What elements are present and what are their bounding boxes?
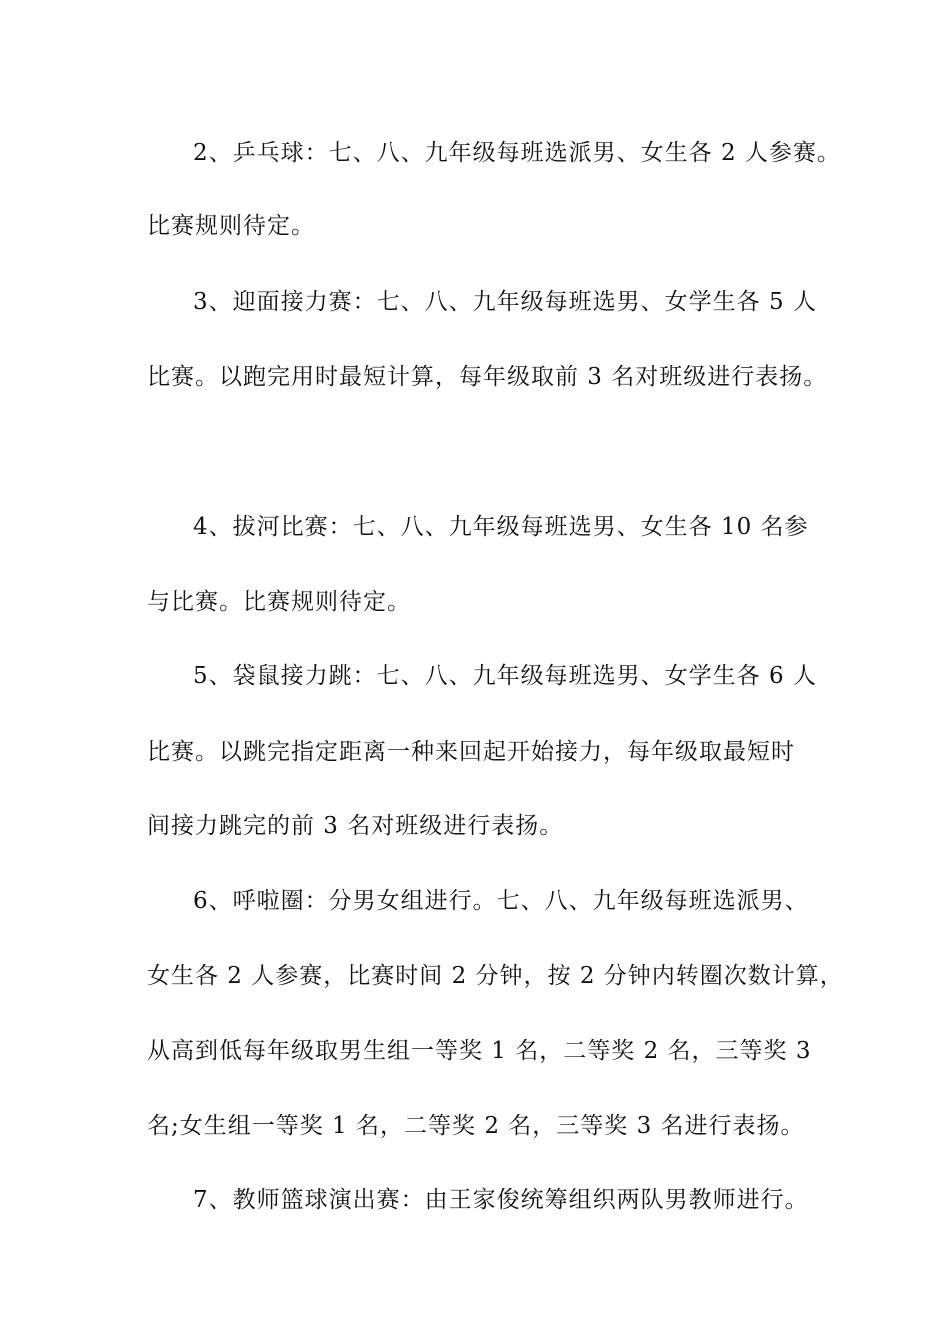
- paragraph-5-line-3: 间接力跳完的前 3 名对班级进行表扬。: [147, 813, 564, 839]
- paragraph-3-line-2: 比赛。以跑完用时最短计算，每年级取前 3 名对班级进行表扬。: [147, 364, 828, 390]
- paragraph-4-line-1: 4、拔河比赛：七、八、九年级每班选男、女生各 10 名参: [193, 514, 809, 540]
- paragraph-2-line-2: 比赛规则待定。: [147, 213, 315, 239]
- paragraph-5-line-2: 比赛。以跳完指定距离一种来回起开始接力，每年级取最短时: [147, 739, 795, 765]
- paragraph-6-line-1: 6、呼啦圈：分男女组进行。七、八、九年级每班选派男、: [193, 888, 809, 914]
- paragraph-3-line-1: 3、迎面接力赛：七、八、九年级每班选男、女学生各 5 人: [193, 289, 817, 315]
- paragraph-6-line-2: 女生各 2 人参赛，比赛时间 2 分钟，按 2 分钟内转圈次数计算，: [147, 963, 844, 989]
- paragraph-6-line-3: 从高到低每年级取男生组一等奖 1 名，二等奖 2 名，三等奖 3: [147, 1038, 812, 1064]
- paragraph-5-line-1: 5、袋鼠接力跳：七、八、九年级每班选男、女学生各 6 人: [193, 663, 817, 689]
- paragraph-2-line-1: 2、乒乓球：七、八、九年级每班选派男、女生各 2 人参赛。: [193, 140, 841, 166]
- paragraph-4-line-2: 与比赛。比赛规则待定。: [147, 589, 411, 615]
- paragraph-6-line-4: 名;女生组一等奖 1 名，二等奖 2 名，三等奖 3 名进行表扬。: [147, 1113, 805, 1139]
- paragraph-7-line-1: 7、教师篮球演出赛：由王家俊统筹组织两队男教师进行。: [193, 1187, 809, 1213]
